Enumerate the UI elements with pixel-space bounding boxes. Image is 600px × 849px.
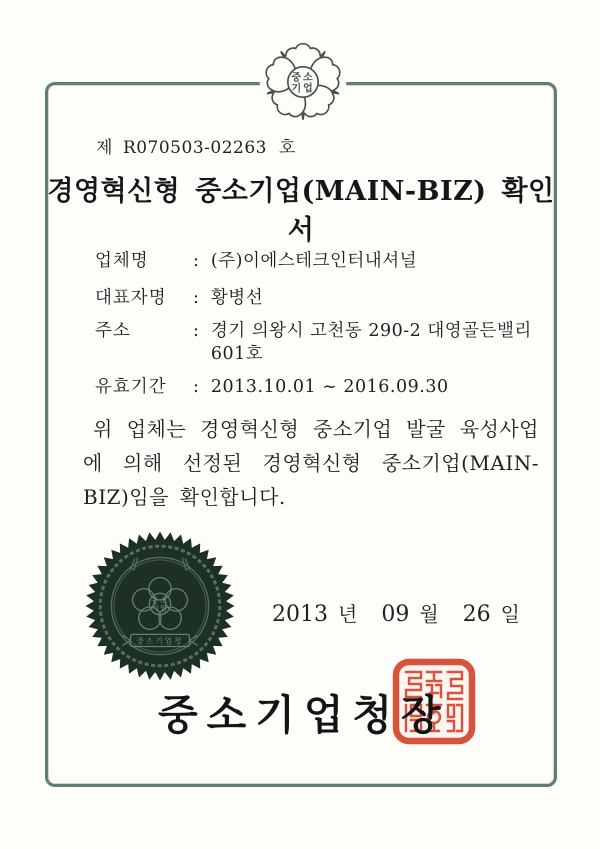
- field-colon: :: [193, 377, 199, 397]
- field-value: (주)이에스테크인터내셔널: [210, 251, 418, 271]
- field-label: 주소: [95, 321, 131, 341]
- foil-seal: [84, 530, 236, 682]
- issue-date: [272, 598, 520, 627]
- field-value: 경기 의왕시 고천동 290-2 대영골든밸리 601호: [210, 321, 532, 364]
- issuer-name: 중소기업청장: [158, 691, 450, 739]
- field-row-validity-period: [95, 376, 543, 399]
- date-day: 26: [462, 602, 491, 627]
- foil-seal-text-line2: 기업: [151, 603, 169, 613]
- certificate-title: 경영혁신형 중소기업(MAIN-BIZ) 확인서: [47, 176, 555, 246]
- field-row-company-name: [95, 250, 543, 273]
- doc-number-prefix: 제: [96, 138, 113, 158]
- field-value: 황병선: [210, 288, 264, 308]
- doc-number-value: R070503-02263: [122, 138, 267, 158]
- date-year-unit: 년: [338, 602, 358, 626]
- emblem-text-line1: 중소: [291, 71, 315, 84]
- date-day-unit: 일: [500, 602, 520, 626]
- document-number: [96, 133, 296, 158]
- field-row-representative: [95, 287, 543, 310]
- emblem-text-line2: 기업: [291, 82, 315, 95]
- certificate-body-text: 위 업체는 경영혁신형 중소기업 발굴 육성사업에 의해 선정된 경영혁신형 중소기업(MAIN-BIZ)임을 확인합니다.: [83, 417, 539, 509]
- date-year: 2013: [272, 602, 328, 627]
- field-value: 2013.10.01 ~ 2016.09.30: [210, 377, 449, 397]
- field-colon: :: [193, 321, 199, 341]
- foil-seal-icon: [84, 530, 236, 682]
- smba-rosette-emblem: [257, 36, 349, 128]
- field-label: 유효기간: [95, 377, 167, 397]
- field-colon: :: [193, 288, 199, 308]
- field-label: 업체명: [95, 251, 149, 271]
- foil-seal-text-line1: 중소: [151, 595, 169, 605]
- doc-number-suffix: 호: [278, 138, 296, 158]
- certificate-fields: [95, 250, 543, 399]
- foil-seal-banner-text: 중소기업청: [136, 636, 184, 646]
- field-colon: :: [193, 251, 199, 271]
- field-row-address: [95, 320, 543, 366]
- date-month-unit: 월: [419, 602, 439, 626]
- rosette-flower-icon: [257, 36, 349, 128]
- field-label: 대표자명: [95, 288, 167, 308]
- date-month: 09: [381, 602, 410, 627]
